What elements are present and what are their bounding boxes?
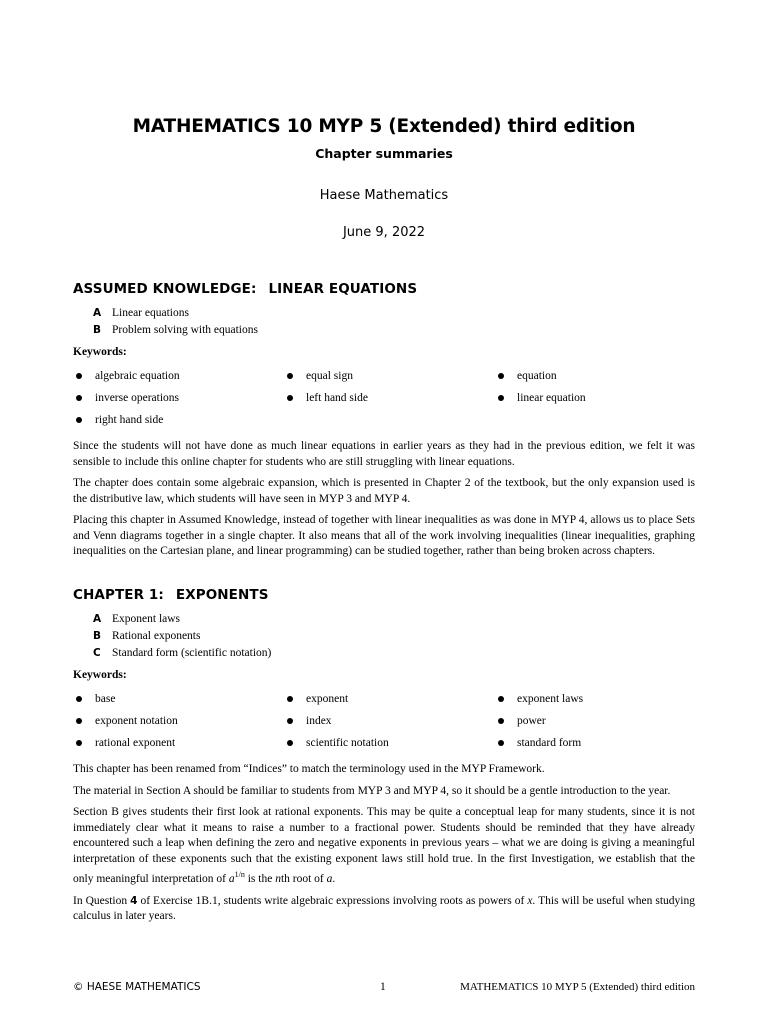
bullet-icon — [498, 696, 504, 702]
subsection-list — [93, 305, 695, 339]
subsection-item: C Standard form (scientific notation) — [93, 647, 272, 659]
keyword-item: exponent notation — [73, 710, 284, 732]
bullet-icon — [498, 740, 504, 746]
bullet-icon — [76, 373, 82, 379]
footer-page-number: 1 — [380, 981, 386, 993]
paragraph: The material in Section A should be familiar to students from MYP 3 and MYP 4, so it should be a gentle introduction to the year. — [73, 784, 671, 797]
bullet-icon — [498, 395, 504, 401]
subsection-item: B Problem solving with equations — [93, 324, 258, 336]
bullet-icon — [76, 740, 82, 746]
document-title: MATHEMATICS 10 MYP 5 (Extended) third edition — [132, 116, 636, 137]
subsection-item: B Rational exponents — [93, 630, 201, 642]
page-footer — [73, 981, 695, 995]
footer-book-title: MATHEMATICS 10 MYP 5 (Extended) third edition — [460, 981, 695, 993]
document-subtitle: Chapter summaries — [315, 146, 453, 161]
bullet-icon — [76, 696, 82, 702]
keywords-label: Keywords: — [73, 669, 127, 681]
keyword-item: linear equation — [495, 387, 695, 409]
keyword-item: inverse operations — [73, 387, 284, 409]
keyword-item: left hand side — [284, 387, 495, 409]
bullet-icon — [287, 740, 293, 746]
bullet-icon — [498, 718, 504, 724]
keywords-list — [73, 688, 695, 754]
keyword-item: exponent laws — [495, 688, 695, 710]
bullet-icon — [76, 718, 82, 724]
keyword-item: index — [284, 710, 495, 732]
footer-copyright: © HAESE MATHEMATICS — [73, 981, 201, 993]
keyword-item: base — [73, 688, 284, 710]
paragraph: This chapter has been renamed from “Indices” to match the terminology used in the MYP Framework. — [73, 763, 545, 775]
paragraph: Placing this chapter in Assumed Knowledge, instead of together with linear inequalities as was done in MYP 4, allows us to place Sets and Venn diagrams together in a single chapter. It also means that all of the work involving inequalities (linear inequalities, graphing inequalities on the Cartesian plane, and linear programming) can be studied together, rather than being broken across chapters. — [73, 514, 695, 557]
paragraph: Section B gives students their first look at rational exponents. This may be quite a conceptual leap for many students, since it is not immediately clear what it means to raise a number to a fractional power. Students should be reminded that they have already encountered such a leap when defining the zero and negative exponents in previous years – what we are doing is giving a meaningful interpretation of these exponents such that the existing exponent laws still hold true. In the first Investigation, we establish that the only meaningful interpretation of $a^{1/n}$ is the nth root of a. — [73, 806, 695, 885]
section-chapter-1 — [73, 587, 695, 925]
keyword-item: standard form — [495, 732, 695, 754]
subsection-item: A Linear equations — [93, 307, 189, 319]
keywords-list — [73, 365, 695, 431]
bullet-icon — [287, 395, 293, 401]
document-date: June 9, 2022 — [342, 225, 426, 240]
section-heading: ASSUMED KNOWLEDGE: LINEAR EQUATIONS — [73, 281, 418, 297]
paragraph: Since the students will not have done as much linear equations in earlier years as they had in the previous edition, we felt it was sensible to include this online chapter for students who are still struggling with linear equations. — [73, 440, 695, 468]
keyword-item: exponent — [284, 688, 495, 710]
keywords-label: Keywords: — [73, 346, 127, 358]
keyword-item: equal sign — [284, 365, 495, 387]
bullet-icon — [287, 718, 293, 724]
keyword-item: equation — [495, 365, 695, 387]
keyword-item: rational exponent — [73, 732, 284, 754]
bullet-icon — [76, 417, 82, 423]
keyword-item: algebraic equation — [73, 365, 284, 387]
keyword-item: power — [495, 710, 695, 732]
section-assumed-knowledge — [73, 281, 695, 560]
bullet-icon — [287, 696, 293, 702]
bullet-icon — [287, 373, 293, 379]
bullet-icon — [76, 395, 82, 401]
keyword-item: right hand side — [73, 409, 284, 431]
math-exponent: 1/n — [234, 870, 245, 879]
paragraph: In Question 4 of Exercise 1B.1, students write algebraic expressions involving roots as powers of x. This will be useful when studying calculus in later years. — [73, 894, 695, 922]
subsection-item: A Exponent laws — [93, 613, 181, 625]
math-a: a — [228, 873, 235, 885]
section-heading: CHAPTER 1: EXPONENTS — [73, 587, 269, 603]
keyword-item: scientific notation — [284, 732, 495, 754]
bullet-icon — [498, 373, 504, 379]
subsection-list — [93, 611, 695, 662]
document-author: Haese Mathematics — [319, 188, 449, 203]
paragraph: The chapter does contain some algebraic expansion, which is presented in Chapter 2 of the textbook, but the only expansion used is the distributive law, which students will have seen in MYP 3 and MYP 4. — [73, 477, 695, 505]
